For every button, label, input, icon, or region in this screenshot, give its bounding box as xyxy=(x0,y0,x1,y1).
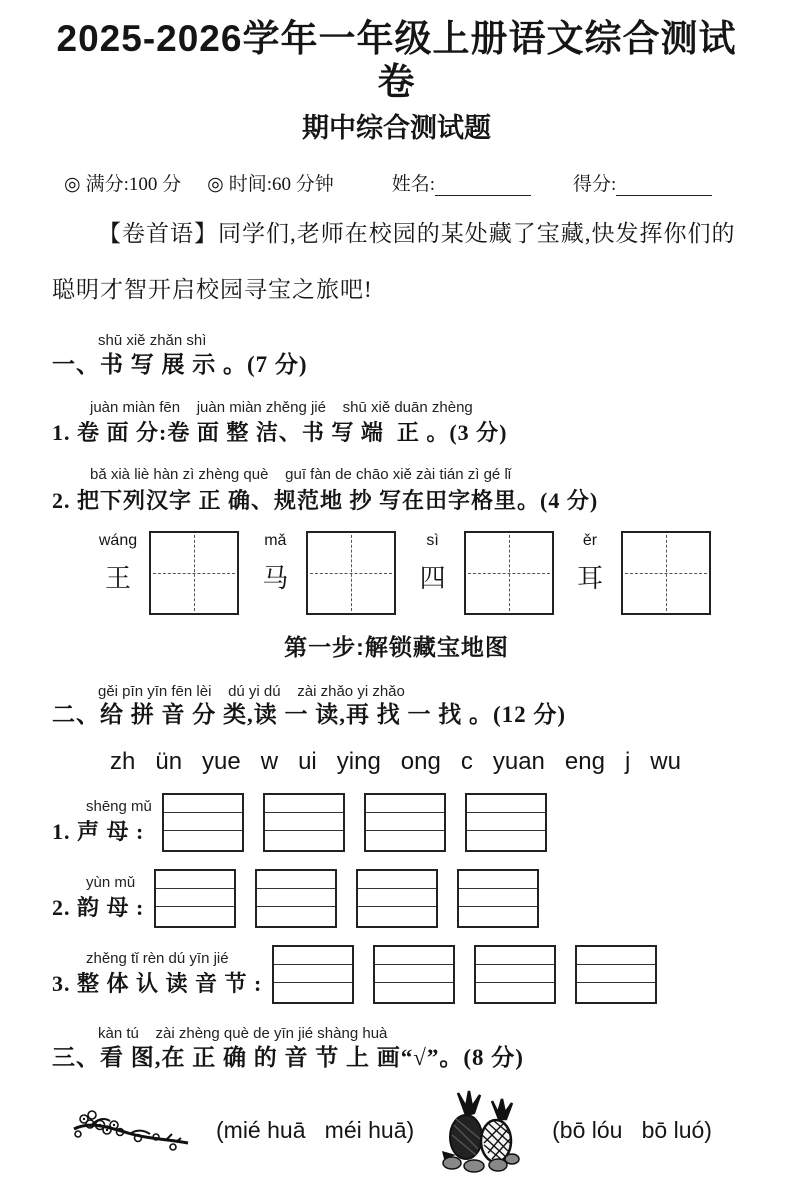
picture-question-row xyxy=(52,1089,741,1173)
pinyin-grid-box[interactable] xyxy=(162,793,244,852)
shengmu-row xyxy=(52,793,741,852)
intro-text: 【卷首语】同学们,老师在校园的某处藏了宝藏,快发挥你们的聪明才智开启校园寻宝之旅吧! xyxy=(52,221,736,302)
pinyin-grid-box[interactable] xyxy=(575,945,657,1004)
meta-row xyxy=(52,169,741,196)
character-pinyin: ěr xyxy=(582,531,598,549)
character-entry xyxy=(566,531,711,615)
character-entry xyxy=(94,531,239,615)
syllable-strip: zh ün yue w ui ying ong c yuan eng j wu xyxy=(110,748,681,776)
name-blank[interactable] xyxy=(435,173,531,196)
character-entry xyxy=(251,531,396,615)
name-label: 姓名: xyxy=(391,174,436,196)
character-entry xyxy=(409,531,554,615)
pineapple-image xyxy=(436,1089,522,1173)
question2-text: 2. 把下列汉字 正 确、规范地 抄 写在田字格里。(4 分) xyxy=(52,487,599,513)
tianzige-box[interactable] xyxy=(149,531,239,615)
shengmu-label: 1. 声 母 : xyxy=(52,819,145,845)
zhengtirendu-label: 3. 整 体 认 读 音 节 : xyxy=(52,971,263,997)
pinyin-grid-box[interactable] xyxy=(373,945,455,1004)
section1-heading: 一、书 写 展 示 。(7 分) xyxy=(52,351,308,377)
ring-icon: ◎ xyxy=(207,174,224,196)
pinyin-grid-box[interactable] xyxy=(356,869,438,928)
shengmu-answer-boxes xyxy=(162,793,547,852)
tianzige-box[interactable] xyxy=(306,531,396,615)
pinyin-grid-box[interactable] xyxy=(263,793,345,852)
section3-heading: 三、看 图,在 正 确 的 音 节 上 画“√”。(8 分) xyxy=(52,1044,524,1070)
section3-pinyin: kàn tú zài zhèng què de yīn jié shàng huà xyxy=(98,1025,388,1043)
yunmu-label: 2. 韵 母 : xyxy=(52,895,145,921)
time-label: 时间:60 分钟 xyxy=(228,174,334,196)
yunmu-pinyin: yùn mǔ xyxy=(86,873,136,891)
page-subtitle: 期中综合测试题 xyxy=(302,113,491,144)
yunmu-row xyxy=(52,869,741,928)
plum-blossom-image xyxy=(70,1103,192,1159)
ring-icon: ◎ xyxy=(64,174,81,196)
pinyin-grid-box[interactable] xyxy=(474,945,556,1004)
section2-heading: 二、给 拼 音 分 类,读 一 读,再 找 一 找 。(12 分) xyxy=(52,702,567,728)
section2-pinyin: gěi pīn yīn fēn lèi dú yi dú zài zhǎo yi zhǎo xyxy=(98,682,405,700)
question1-text: 1. 卷 面 分:卷 面 整 洁、书 写 端 正 。(3 分) xyxy=(52,420,508,446)
full-score-item xyxy=(64,169,181,196)
character-pinyin: wáng xyxy=(98,531,138,549)
character-hanzi: 四 xyxy=(419,563,446,593)
full-score-label: 满分:100 分 xyxy=(85,174,182,196)
zhengtirendu-answer-boxes xyxy=(272,945,657,1004)
score-blank[interactable] xyxy=(616,173,712,196)
pinyin-grid-box[interactable] xyxy=(457,869,539,928)
question2-pinyin: bǎ xià liè hàn zì zhèng què guī fàn de chāo xiě zài tián zì gé lǐ xyxy=(90,466,512,484)
character-hanzi: 王 xyxy=(104,563,131,593)
pinyin-grid-box[interactable] xyxy=(255,869,337,928)
zhengtirendu-row xyxy=(52,945,741,1004)
character-hanzi: 耳 xyxy=(576,563,603,593)
name-item xyxy=(392,169,531,196)
tianzige-box[interactable] xyxy=(621,531,711,615)
zhengtirendu-pinyin: zhěng tǐ rèn dú yīn jié xyxy=(86,949,229,967)
character-copy-row xyxy=(94,531,711,615)
shengmu-pinyin: shēng mǔ xyxy=(86,797,152,815)
section1-pinyin: shū xiě zhǎn shì xyxy=(98,332,207,350)
question1-pinyin: juàn miàn fēn juàn miàn zhěng jié shū xiě duān zhèng xyxy=(90,398,473,416)
yunmu-answer-boxes xyxy=(154,869,539,928)
time-item xyxy=(207,169,334,196)
pinyin-grid-box[interactable] xyxy=(154,869,236,928)
character-pinyin: mǎ xyxy=(264,531,287,549)
score-label: 得分: xyxy=(573,174,617,196)
pinyin-grid-box[interactable] xyxy=(272,945,354,1004)
character-pinyin: sì xyxy=(426,531,439,549)
step-banner: 第一步:解锁藏宝地图 xyxy=(284,633,509,660)
page-title: 2025-2026学年一年级上册语文综合测试卷 xyxy=(56,18,737,102)
pinyin-grid-box[interactable] xyxy=(364,793,446,852)
tianzige-box[interactable] xyxy=(464,531,554,615)
option-text-boluo[interactable]: (bō lóu bō luó) xyxy=(552,1117,712,1144)
character-hanzi: 马 xyxy=(262,563,289,593)
option-text-meihua[interactable]: (mié huā méi huā) xyxy=(216,1117,415,1144)
pinyin-grid-box[interactable] xyxy=(465,793,547,852)
score-item xyxy=(573,169,712,196)
